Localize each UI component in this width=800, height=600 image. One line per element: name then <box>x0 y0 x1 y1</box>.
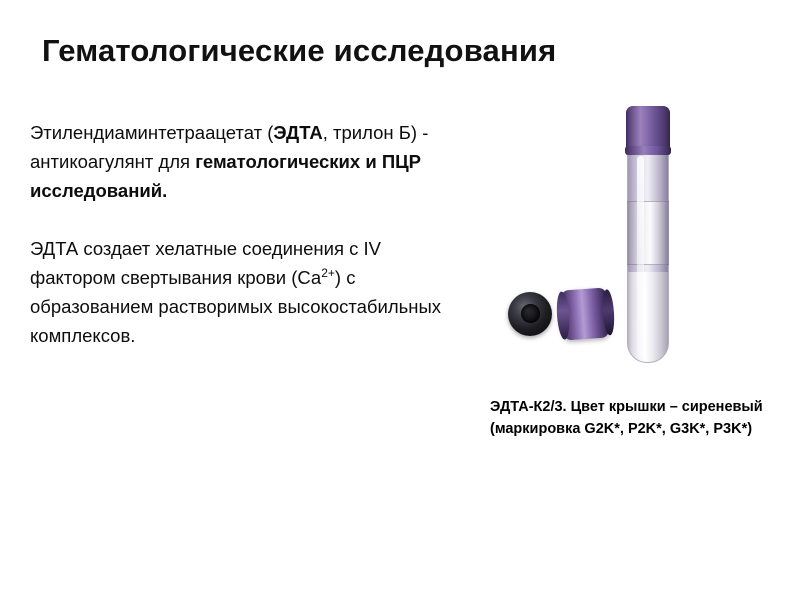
stopper-lavender-icon <box>558 287 611 340</box>
image-caption: ЭДТА-К2/3. Цвет крышки – сиреневый (маркировка G2K*, P2K*, G3K*, P3K*) <box>490 399 763 437</box>
tube-illustration <box>470 100 780 390</box>
tube-label-band <box>627 201 669 265</box>
stopper-black-icon <box>508 292 552 336</box>
paragraph-edta-mechanism: ЭДТА создает хелатные соединения с IV фактором свертывания крови $(Са^{2+})$ с образованием растворимых высокостабильных комплексов. <box>30 238 442 346</box>
paragraph-edta-definition: Этилендиаминтетраацетат (ЭДТА, трилон Б) - антикоагулянт для гематологических и ПЦР исследований. <box>30 122 429 201</box>
body-text-column <box>30 118 450 350</box>
tube-highlight <box>637 156 644 356</box>
page-title: Гематологические исследования <box>42 33 557 68</box>
tube-cap-lip <box>625 146 671 155</box>
vacuum-tube <box>625 106 671 376</box>
